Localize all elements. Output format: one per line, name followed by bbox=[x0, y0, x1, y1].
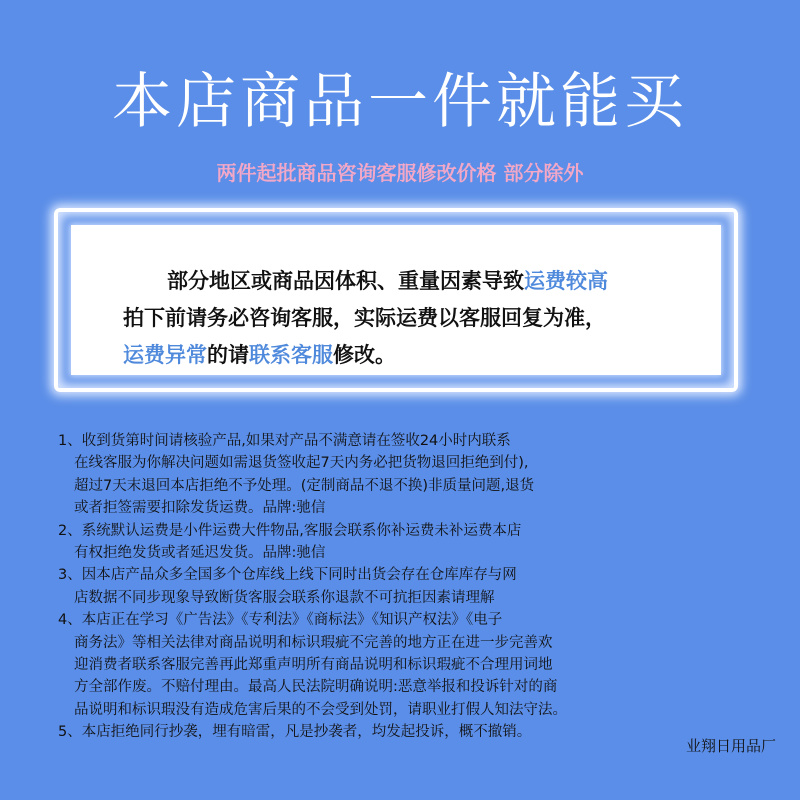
terms-line: 3、因本店产品众多全国多个仓库线上线下同时出货会存在仓库库存与网 bbox=[58, 567, 517, 584]
store-terms bbox=[58, 430, 758, 744]
contact-service-highlight: 联系客服 bbox=[249, 343, 333, 367]
notice-line-3 bbox=[123, 337, 683, 374]
terms-line: 超过7天末退回本店拒绝不予处理。(定制商品不退不换)非质量问题,退货 bbox=[74, 477, 535, 494]
terms-line: 4、本店正在学习《广告法》《专利法》《商标法》《知识产权法》《电子 bbox=[58, 612, 503, 629]
terms-line: 方全部作废。不赔付理由。最高人民法院明确说明:恶意举报和投诉针对的商 bbox=[74, 679, 558, 696]
terms-line: 或者拒签需要扣除发货运费。品牌:驰信 bbox=[74, 500, 326, 517]
terms-line: 店数据不同步现象导致断货客服会联系你退款不可抗拒因素请理解 bbox=[74, 589, 495, 606]
shipping-notice-frame bbox=[54, 208, 738, 392]
terms-line: 2、系统默认运费是小件运费大件物品,客服会联系你补运费未补运费本店 bbox=[58, 522, 522, 539]
notice-text-segment: 的请 bbox=[207, 343, 249, 367]
wholesale-subtitle: 两件起批商品咨询客服修改价格 部分除外 bbox=[216, 161, 584, 185]
terms-line: 在线客服为你解决问题如需退货签收起7天内务必把货物退回拒绝到付), bbox=[74, 455, 529, 472]
notice-line-2: 拍下前请务必咨询客服，实际运费以客服回复为准， bbox=[123, 306, 606, 330]
terms-line: 商务法》等相关法律对商品说明和标识瑕疵不完善的地方正在进一步完善欢 bbox=[74, 634, 553, 651]
abnormal-shipping-highlight: 运费异常 bbox=[123, 343, 207, 367]
notice-line-1 bbox=[123, 263, 683, 300]
page-headline: 本店商品一件就能买 bbox=[112, 67, 688, 137]
notice-text-segment: 部分地区或商品因体积、重量因素导致 bbox=[167, 269, 524, 293]
high-shipping-highlight: 运费较高 bbox=[524, 269, 608, 293]
terms-line: 有权拒绝发货或者延迟发货。品牌:驰信 bbox=[74, 545, 326, 562]
terms-line: 5、本店拒绝同行抄袭，埋有暗雷，凡是抄袭者，均发起投诉，概不撤销。 bbox=[58, 724, 532, 741]
terms-line: 迎消费者联系客服完善再此郑重声明所有商品说明和标识瑕疵不合理用词地 bbox=[74, 657, 553, 674]
notice-text-segment: 修改。 bbox=[333, 343, 396, 367]
shipping-notice-box bbox=[71, 225, 721, 375]
terms-line: 1、收到货第时间请核验产品,如果对产品不满意请在签收24小时内联系 bbox=[58, 433, 511, 449]
shipping-notice-text bbox=[123, 263, 683, 374]
factory-signature: 业翔日用品厂 bbox=[685, 737, 776, 755]
terms-line: 品说明和标识瑕没有造成危害后果的不会受到处罚，请职业打假人知法守法。 bbox=[74, 701, 567, 718]
